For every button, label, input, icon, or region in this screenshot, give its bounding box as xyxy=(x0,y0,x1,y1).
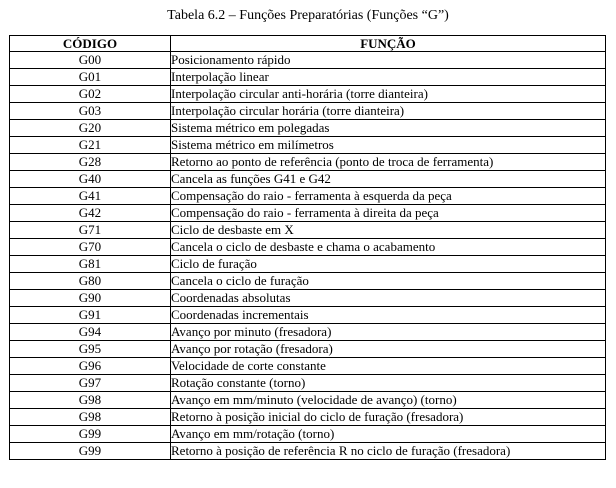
code-cell: G80 xyxy=(10,273,171,290)
function-cell: Retorno ao ponto de referência (ponto de troca de ferramenta) xyxy=(171,154,606,171)
table-row xyxy=(10,154,606,171)
function-cell: Cancela o ciclo de desbaste e chama o acabamento xyxy=(171,239,606,256)
table-row xyxy=(10,324,606,341)
table-row xyxy=(10,409,606,426)
code-cell: G98 xyxy=(10,392,171,409)
function-cell: Cancela as funções G41 e G42 xyxy=(171,171,606,188)
code-cell: G99 xyxy=(10,443,171,460)
function-cell: Retorno à posição de referência R no ciclo de furação (fresadora) xyxy=(171,443,606,460)
code-cell: G28 xyxy=(10,154,171,171)
code-cell: G97 xyxy=(10,375,171,392)
table-row xyxy=(10,341,606,358)
table-row xyxy=(10,69,606,86)
function-cell: Ciclo de desbaste em X xyxy=(171,222,606,239)
table-row xyxy=(10,443,606,460)
function-cell: Retorno à posição inicial do ciclo de furação (fresadora) xyxy=(171,409,606,426)
caption-title: Funções Preparatórias (Funções “G”) xyxy=(239,8,449,23)
table-row xyxy=(10,52,606,69)
code-cell: G03 xyxy=(10,103,171,120)
function-cell: Velocidade de corte constante xyxy=(171,358,606,375)
code-cell: G40 xyxy=(10,171,171,188)
code-cell: G21 xyxy=(10,137,171,154)
table-row xyxy=(10,222,606,239)
caption-label: Tabela 6.2 xyxy=(167,8,226,23)
code-cell: G02 xyxy=(10,86,171,103)
function-cell: Avanço por rotação (fresadora) xyxy=(171,341,606,358)
function-cell: Rotação constante (torno) xyxy=(171,375,606,392)
table-row xyxy=(10,205,606,222)
function-cell: Posicionamento rápido xyxy=(171,52,606,69)
g-functions-table xyxy=(9,35,606,460)
table-row xyxy=(10,239,606,256)
code-cell: G99 xyxy=(10,426,171,443)
header-function: FUNÇÃO xyxy=(171,36,606,52)
table-row xyxy=(10,137,606,154)
table-row xyxy=(10,290,606,307)
code-cell: G20 xyxy=(10,120,171,137)
table-row xyxy=(10,103,606,120)
table-row xyxy=(10,171,606,188)
function-cell: Cancela o ciclo de furação xyxy=(171,273,606,290)
header-code: CÓDIGO xyxy=(10,36,171,52)
code-cell: G91 xyxy=(10,307,171,324)
code-cell: G95 xyxy=(10,341,171,358)
function-cell: Compensação do raio - ferramenta à direita da peça xyxy=(171,205,606,222)
code-cell: G94 xyxy=(10,324,171,341)
function-cell: Interpolação circular horária (torre dianteira) xyxy=(171,103,606,120)
code-cell: G41 xyxy=(10,188,171,205)
table-caption xyxy=(0,8,616,24)
function-cell: Avanço em mm/rotação (torno) xyxy=(171,426,606,443)
table-row xyxy=(10,256,606,273)
table-body xyxy=(10,52,606,460)
table-row xyxy=(10,375,606,392)
table-row xyxy=(10,86,606,103)
code-cell: G70 xyxy=(10,239,171,256)
table-row xyxy=(10,120,606,137)
code-cell: G01 xyxy=(10,69,171,86)
function-cell: Sistema métrico em milímetros xyxy=(171,137,606,154)
code-cell: G00 xyxy=(10,52,171,69)
table-header-row xyxy=(10,36,606,52)
code-cell: G96 xyxy=(10,358,171,375)
table-row xyxy=(10,188,606,205)
code-cell: G81 xyxy=(10,256,171,273)
table-row xyxy=(10,307,606,324)
function-cell: Avanço em mm/minuto (velocidade de avanço) (torno) xyxy=(171,392,606,409)
code-cell: G42 xyxy=(10,205,171,222)
code-cell: G90 xyxy=(10,290,171,307)
function-cell: Avanço por minuto (fresadora) xyxy=(171,324,606,341)
function-cell: Compensação do raio - ferramenta à esquerda da peça xyxy=(171,188,606,205)
table-row xyxy=(10,358,606,375)
function-cell: Ciclo de furação xyxy=(171,256,606,273)
code-cell: G98 xyxy=(10,409,171,426)
function-cell: Coordenadas incrementais xyxy=(171,307,606,324)
table-row xyxy=(10,426,606,443)
function-cell: Interpolação linear xyxy=(171,69,606,86)
table-row xyxy=(10,392,606,409)
function-cell: Sistema métrico em polegadas xyxy=(171,120,606,137)
code-cell: G71 xyxy=(10,222,171,239)
function-cell: Coordenadas absolutas xyxy=(171,290,606,307)
table-row xyxy=(10,273,606,290)
function-cell: Interpolação circular anti-horária (torre dianteira) xyxy=(171,86,606,103)
caption-separator: – xyxy=(225,8,240,23)
